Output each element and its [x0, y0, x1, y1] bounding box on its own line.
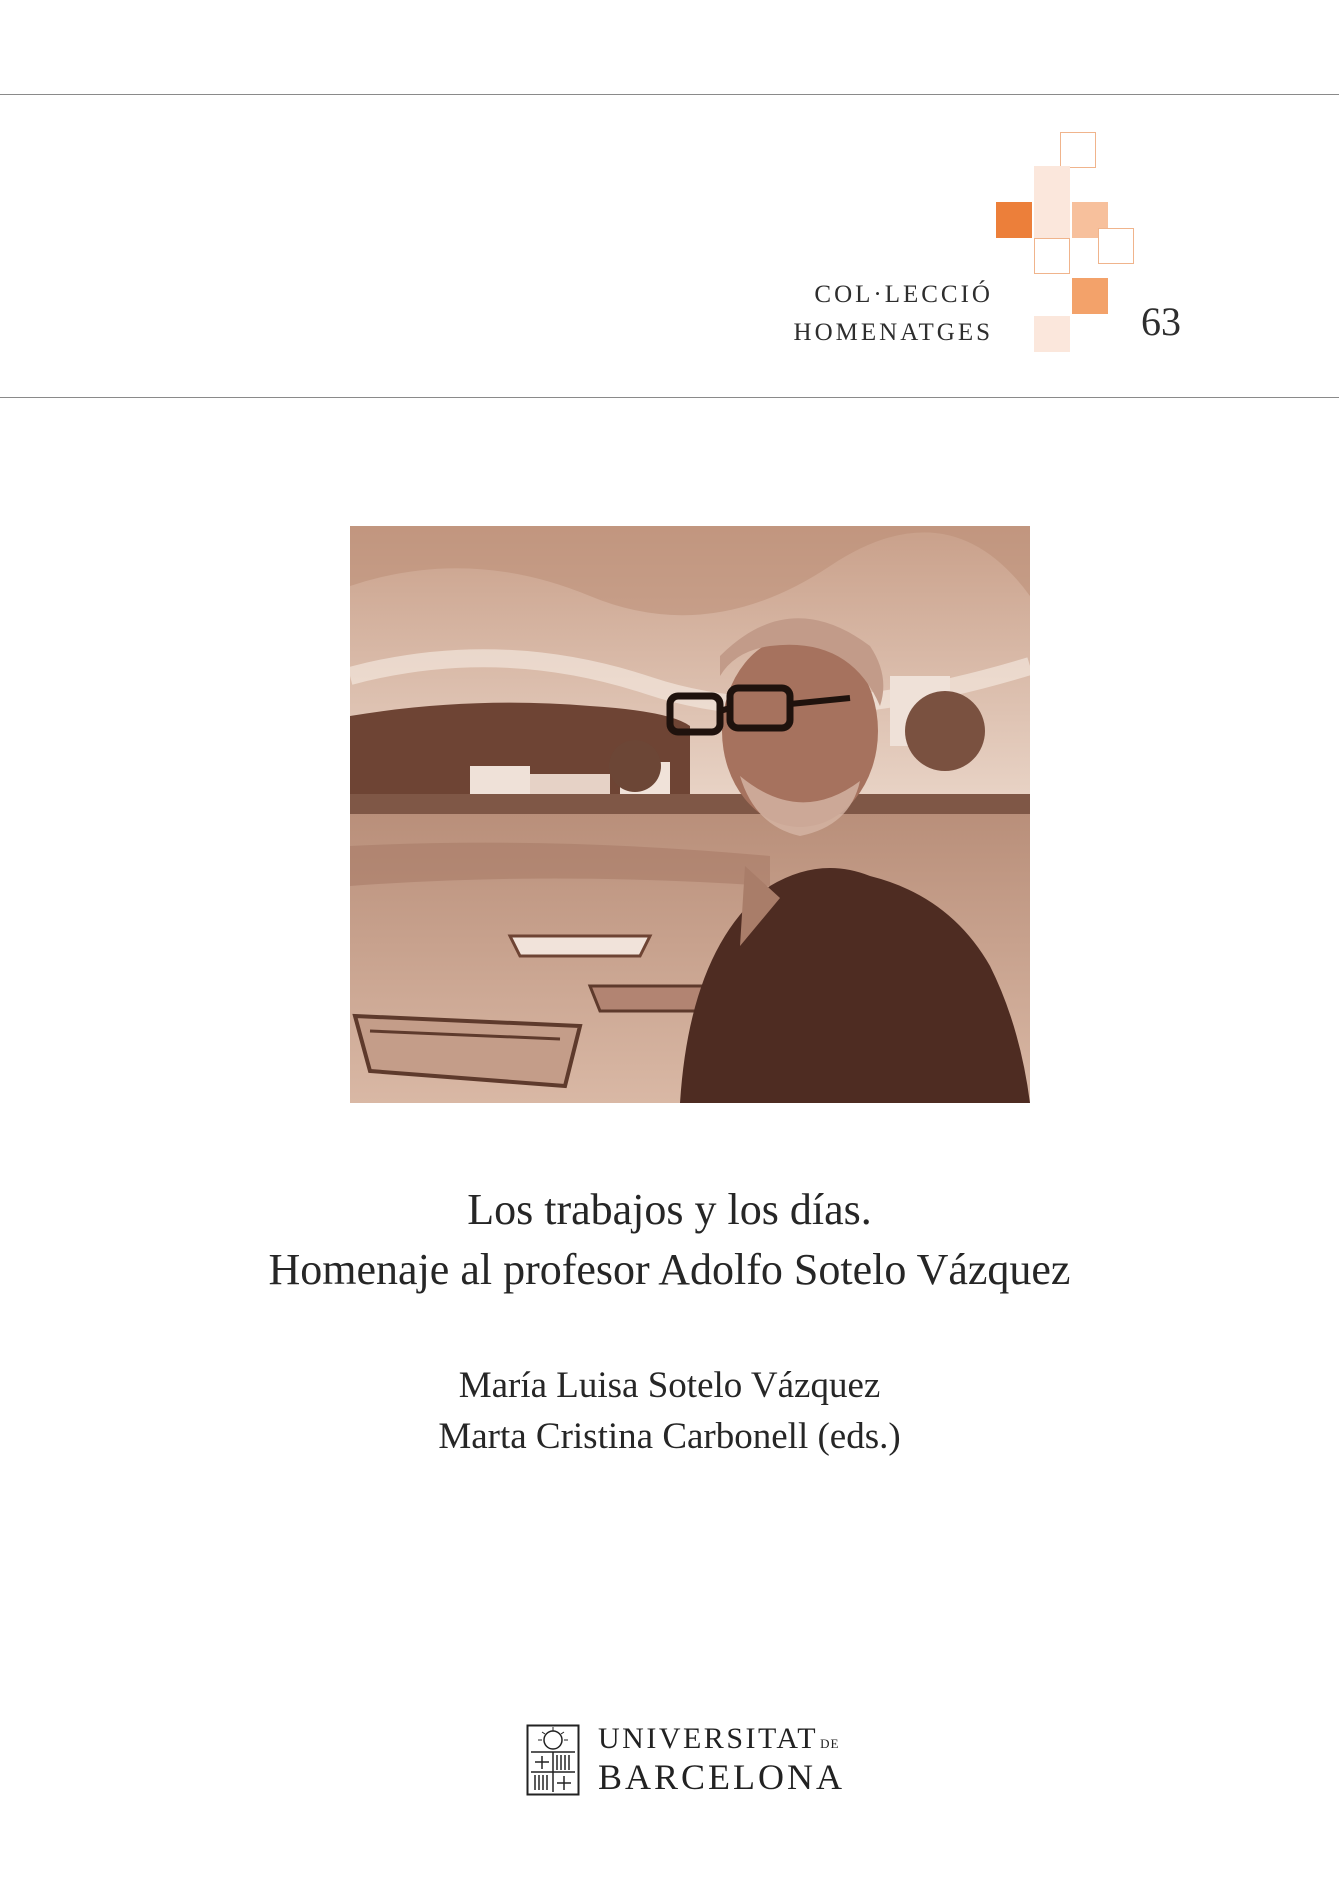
collection-name: [794, 276, 993, 352]
collection-number: 63: [1141, 299, 1181, 344]
collection-line1: COL·LECCIÓ: [814, 281, 993, 308]
editor-name-2: Marta Cristina Carbonell (eds.): [438, 1416, 901, 1457]
collection-squares-decoration: [996, 132, 1136, 356]
editor-name-1: María Luisa Sotelo Vázquez: [458, 1365, 881, 1406]
university-seal-icon: [526, 1724, 580, 1796]
book-title: [0, 1180, 1339, 1300]
collection-line2: HOMENATGES: [793, 319, 993, 346]
book-editors: [0, 1360, 1339, 1462]
book-title-line1: Los trabajos y los días.: [467, 1185, 872, 1234]
book-title-line2: Homenaje al profesor Adolfo Sotelo Vázquez: [268, 1245, 1071, 1294]
publisher-name-line2: BARCELONA: [598, 1757, 846, 1797]
bottom-rule: [0, 397, 1339, 398]
portrait-photo: [350, 526, 1030, 1103]
publisher-name-universitat: UNIVERSITAT: [598, 1722, 819, 1755]
publisher-logo: [526, 1724, 846, 1796]
cover-portrait-photo: [350, 526, 1030, 1103]
top-rule: [0, 94, 1339, 95]
publisher-name-line1: [598, 1722, 839, 1756]
publisher-name-de: DE: [820, 1736, 840, 1751]
